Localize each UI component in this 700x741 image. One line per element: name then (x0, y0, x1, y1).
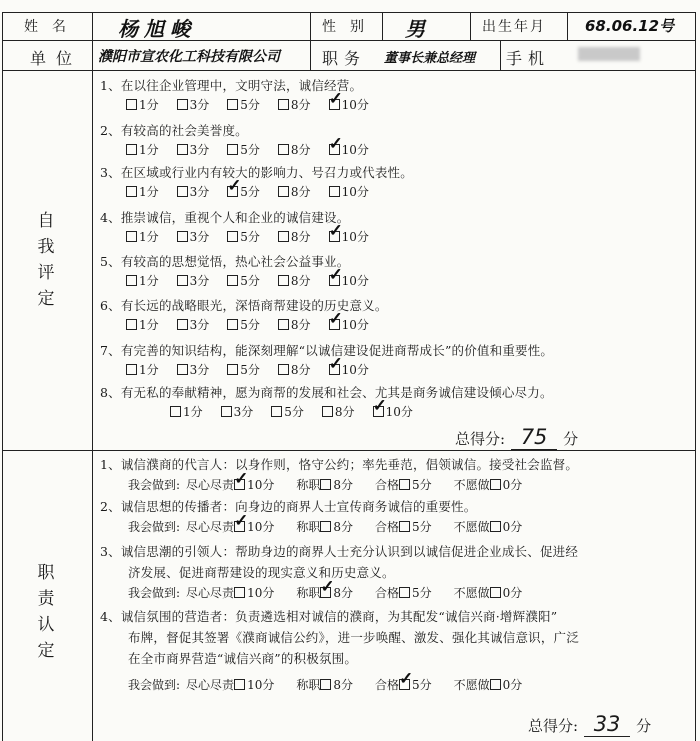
score-option[interactable] (278, 272, 311, 289)
score-option-label: 8分 (290, 98, 311, 112)
score-option-label: 5分 (240, 363, 260, 377)
duty-option[interactable] (454, 518, 523, 535)
checkbox[interactable] (234, 679, 245, 690)
self-eval-total-value: 75 (511, 425, 557, 450)
frame-top (2, 12, 696, 13)
duty-eval-label-char: 定 (37, 641, 55, 661)
checkbox[interactable] (227, 319, 238, 330)
score-option[interactable] (329, 96, 369, 113)
header-col-d (567, 12, 568, 40)
duty-option-label: 称职 (296, 478, 321, 492)
duty-option-score: 8分 (333, 586, 353, 600)
score-option-label: 5分 (240, 143, 260, 157)
score-option-label: 1分 (139, 363, 159, 377)
duty-option-score: 10分 (247, 520, 275, 534)
self-eval-label-char: 评 (37, 263, 55, 283)
duty-option-score: 10分 (247, 586, 275, 600)
self-eval-options (170, 403, 431, 420)
gender-label: 性别 (322, 19, 378, 35)
birth-value: 68.06.12号 (585, 17, 675, 35)
score-option-label: 1分 (139, 318, 159, 332)
checkbox[interactable] (278, 186, 289, 197)
checkbox[interactable] (170, 406, 181, 417)
header-col-e (500, 40, 501, 70)
score-option-label: 10分 (385, 405, 413, 419)
duty-option-score: 5分 (412, 520, 432, 534)
duty-option[interactable] (296, 476, 353, 493)
self-eval-total (455, 425, 578, 450)
self-eval-options (126, 272, 387, 289)
duty-option-score: 8分 (333, 520, 353, 534)
checkbox[interactable] (177, 99, 188, 110)
self-eval-label-char: 我 (37, 237, 55, 257)
duty-option[interactable] (296, 518, 353, 535)
score-option[interactable] (329, 361, 369, 378)
score-option[interactable] (177, 316, 210, 333)
score-option[interactable] (177, 183, 210, 200)
checkbox[interactable] (329, 186, 340, 197)
duty-eval-total-label: 总得分: (528, 717, 579, 735)
position-value: 董事长兼总经理 (384, 51, 476, 66)
checkbox[interactable] (126, 364, 137, 375)
header-col-a (310, 12, 311, 70)
score-option[interactable] (227, 96, 260, 113)
score-option[interactable] (126, 361, 159, 378)
unit-value: 濮阳市宣农化工科技有限公司 (98, 49, 280, 65)
score-option-label: 10分 (341, 363, 369, 377)
checkbox[interactable] (271, 406, 282, 417)
score-option[interactable] (271, 403, 304, 420)
frame-section-divider (2, 450, 696, 451)
score-option-label: 8分 (290, 230, 311, 244)
self-eval-options (126, 183, 387, 200)
score-option-label: 8分 (334, 405, 355, 419)
score-option[interactable] (329, 272, 369, 289)
score-option-label: 3分 (189, 185, 210, 199)
checkbox[interactable] (320, 679, 331, 690)
score-option-label: 1分 (139, 185, 159, 199)
score-option[interactable] (227, 141, 260, 158)
score-option[interactable] (227, 183, 260, 200)
self-eval-options (126, 316, 387, 333)
self-eval-options (126, 361, 387, 378)
score-option[interactable] (170, 403, 203, 420)
duty-option-label: 称职 (296, 586, 321, 600)
checked-checkbox[interactable] (234, 521, 245, 532)
score-option-label: 3分 (189, 143, 210, 157)
checkbox[interactable] (278, 319, 289, 330)
checked-checkbox[interactable] (234, 479, 245, 490)
duty-option-score: 8分 (333, 478, 353, 492)
checkbox[interactable] (126, 231, 137, 242)
checkbox[interactable] (227, 364, 238, 375)
duty-option[interactable] (186, 584, 274, 601)
duty-option[interactable] (186, 518, 274, 535)
frame-right (695, 12, 696, 741)
checked-checkbox[interactable] (227, 186, 238, 197)
score-option[interactable] (126, 141, 159, 158)
score-option[interactable] (177, 228, 210, 245)
score-option[interactable] (227, 316, 260, 333)
self-eval-item-text: 8、有无私的奉献精神，愿为商帮的发展和社会、尤其是商务诚信建设倾心尽力。 (100, 385, 553, 400)
duty-option-score: 10分 (247, 478, 275, 492)
duty-option-label: 不愿做 (453, 520, 490, 534)
duty-option-score: 5分 (412, 678, 432, 692)
birth-label: 出生年月 (482, 19, 546, 35)
score-option-label: 5分 (240, 318, 260, 332)
name-value: 杨旭峻 (118, 17, 196, 41)
score-option-label: 8分 (290, 318, 311, 332)
self-eval-item-text: 3、在区域或行业内有较大的影响力、号召力或代表性。 (100, 165, 413, 180)
score-option[interactable] (329, 183, 369, 200)
score-option-label: 3分 (189, 363, 210, 377)
self-eval-total-label: 总得分: (455, 430, 506, 448)
duty-option-score: 0分 (502, 678, 523, 692)
duty-option[interactable] (296, 676, 353, 693)
checkbox[interactable] (322, 406, 333, 417)
checkbox[interactable] (490, 521, 501, 532)
self-eval-options (126, 141, 387, 158)
checked-checkbox[interactable] (329, 231, 340, 242)
score-option-label: 5分 (240, 185, 260, 199)
duty-eval-item-text: 3、诚信思潮的引领人：帮助身边的商界人士充分认识到以诚信促进企业成长、促进经 (100, 544, 579, 559)
checkbox[interactable] (320, 479, 331, 490)
position-label: 职务 (322, 49, 367, 68)
name-label: 姓名 (24, 19, 80, 35)
duty-option-label: 尽心尽责 (186, 520, 235, 534)
self-eval-item-text: 7、有完善的知识结构，能深刻理解“以诚信建设促进商帮成长”的价值和重要性。 (100, 343, 554, 358)
redacted-phone-blur (578, 47, 640, 61)
duty-eval-prompt: 我会做到: (128, 586, 181, 600)
self-eval-item-text: 6、有长远的战略眼光，深悟商帮建设的历史意义。 (100, 298, 388, 313)
checked-checkbox[interactable] (329, 144, 340, 155)
self-eval-options (126, 228, 387, 245)
checked-checkbox[interactable] (329, 99, 340, 110)
score-option-label: 3分 (189, 230, 210, 244)
header-col-c (470, 12, 471, 40)
duty-eval-options (128, 518, 544, 535)
duty-eval-total-value: 33 (584, 712, 630, 737)
score-option[interactable] (177, 361, 210, 378)
duty-eval-options (128, 676, 544, 693)
score-option[interactable] (221, 403, 254, 420)
phone-label: 手机 (506, 49, 551, 68)
checked-checkbox[interactable] (399, 679, 410, 690)
checkbox[interactable] (278, 275, 289, 286)
score-option-label: 10分 (341, 143, 369, 157)
duty-eval-item-text: 4、诚信氛围的营造者：负责遴选相对诚信的濮商，为其配发“诚信兴商·增辉濮阳” (100, 609, 558, 624)
phone-value-redacted (578, 46, 640, 62)
duty-eval-options (128, 476, 544, 493)
self-eval-options (126, 96, 387, 113)
score-option[interactable] (126, 316, 159, 333)
checkbox[interactable] (490, 587, 501, 598)
checkbox[interactable] (126, 144, 137, 155)
score-option-label: 1分 (139, 98, 159, 112)
score-option[interactable] (278, 361, 311, 378)
score-option-label: 10分 (341, 185, 369, 199)
duty-option[interactable] (186, 676, 274, 693)
score-option[interactable] (177, 96, 210, 113)
self-eval-label-char: 定 (37, 289, 55, 309)
checkbox[interactable] (177, 144, 188, 155)
score-option[interactable] (373, 403, 413, 420)
score-option-label: 10分 (341, 318, 369, 332)
duty-option-label: 合格 (375, 478, 400, 492)
unit-label: 单位 (30, 49, 83, 68)
score-option-label: 3分 (189, 318, 210, 332)
self-eval-item-text: 4、推崇诚信，重视个人和企业的诚信建设。 (100, 210, 350, 225)
score-option-label: 1分 (139, 274, 159, 288)
checkbox[interactable] (221, 406, 232, 417)
score-option[interactable] (126, 272, 159, 289)
score-option[interactable] (278, 141, 311, 158)
score-option-label: 8分 (290, 185, 311, 199)
checked-checkbox[interactable] (320, 587, 331, 598)
duty-eval-prompt: 我会做到: (128, 678, 181, 692)
score-option[interactable] (126, 228, 159, 245)
score-option-label: 10分 (341, 98, 369, 112)
score-option-label: 5分 (284, 405, 304, 419)
duty-option-score: 0分 (502, 478, 523, 492)
duty-eval-item-text: 济发展、促进商帮建设的现实意义和历史意义。 (128, 565, 395, 580)
duty-option-score: 5分 (412, 478, 432, 492)
score-option[interactable] (278, 183, 311, 200)
checked-checkbox[interactable] (329, 364, 340, 375)
checked-checkbox[interactable] (329, 275, 340, 286)
frame-row1 (2, 40, 696, 41)
duty-eval-item-text: 在全市商界营造“诚信兴商”的积极氛围。 (128, 651, 358, 666)
score-option-label: 3分 (189, 98, 210, 112)
duty-eval-total (528, 712, 651, 737)
score-option[interactable] (126, 96, 159, 113)
self-eval-item-text: 1、在以往企业管理中，文明守法，诚信经营。 (100, 78, 363, 93)
score-option-label: 5分 (240, 230, 260, 244)
score-option[interactable] (329, 316, 369, 333)
duty-option-score: 5分 (412, 586, 432, 600)
checkbox[interactable] (278, 364, 289, 375)
checkbox[interactable] (234, 587, 245, 598)
score-option[interactable] (329, 228, 369, 245)
duty-option-label: 尽心尽责 (186, 586, 235, 600)
score-option[interactable] (278, 96, 311, 113)
duty-option-score: 0分 (502, 520, 523, 534)
duty-option[interactable] (454, 676, 523, 693)
self-eval-item-text: 2、有较高的社会美誉度。 (100, 123, 248, 138)
score-option[interactable] (227, 228, 260, 245)
checkbox[interactable] (177, 275, 188, 286)
self-eval-item-text: 5、有较高的思想觉悟，热心社会公益事业。 (100, 254, 350, 269)
duty-option-label: 合格 (375, 520, 400, 534)
checkbox[interactable] (177, 364, 188, 375)
checkbox[interactable] (399, 521, 410, 532)
checkbox[interactable] (227, 99, 238, 110)
checkbox[interactable] (126, 319, 137, 330)
duty-option-label: 尽心尽责 (186, 678, 235, 692)
duty-eval-total-unit: 分 (636, 717, 652, 735)
duty-eval-item-text: 1、诚信濮商的代言人：以身作则，恪守公约；率先垂范，倡领诚信。接受社会监督。 (100, 457, 579, 472)
checkbox[interactable] (177, 231, 188, 242)
checkbox[interactable] (490, 679, 501, 690)
checkbox[interactable] (278, 231, 289, 242)
label-col-divider (92, 12, 93, 741)
checkbox[interactable] (278, 99, 289, 110)
score-option-label: 5分 (240, 274, 260, 288)
checked-checkbox[interactable] (329, 319, 340, 330)
checkbox[interactable] (126, 186, 137, 197)
duty-option[interactable] (296, 584, 353, 601)
frame-row2 (2, 70, 696, 71)
duty-option-label: 不愿做 (453, 678, 490, 692)
checkbox[interactable] (320, 521, 331, 532)
duty-option[interactable] (454, 476, 523, 493)
duty-option-label: 称职 (296, 520, 321, 534)
checkbox[interactable] (278, 144, 289, 155)
duty-option-label: 称职 (296, 678, 321, 692)
header-col-b (382, 12, 383, 40)
score-option[interactable] (329, 141, 369, 158)
checkbox[interactable] (227, 231, 238, 242)
duty-option-label: 不愿做 (453, 478, 490, 492)
score-option-label: 1分 (139, 230, 159, 244)
duty-option[interactable] (375, 676, 432, 693)
score-option[interactable] (322, 403, 355, 420)
duty-option[interactable] (454, 584, 523, 601)
score-option[interactable] (227, 361, 260, 378)
checkbox[interactable] (399, 479, 410, 490)
gender-value: 男 (405, 17, 425, 41)
checkbox[interactable] (399, 587, 410, 598)
score-option-label: 3分 (189, 274, 210, 288)
score-option-label: 8分 (290, 143, 311, 157)
checked-checkbox[interactable] (373, 406, 384, 417)
score-option-label: 10分 (341, 274, 369, 288)
frame-left (2, 12, 3, 741)
duty-eval-prompt: 我会做到: (128, 520, 181, 534)
duty-eval-label-char: 责 (37, 589, 55, 609)
duty-option-score: 10分 (247, 678, 275, 692)
duty-eval-item-text: 布牌，督促其签署《濮商诚信公约》，进一步唤醒、激发、强化其诚信意识，广泛 (128, 630, 579, 645)
checkbox[interactable] (227, 275, 238, 286)
duty-eval-label-char: 认 (37, 615, 55, 635)
duty-option-label: 合格 (375, 678, 400, 692)
duty-option-label: 尽心尽责 (186, 478, 235, 492)
score-option-label: 5分 (240, 98, 260, 112)
duty-option-label: 不愿做 (453, 586, 490, 600)
score-option[interactable] (227, 272, 260, 289)
duty-eval-section-label (36, 560, 56, 664)
score-option[interactable] (278, 228, 311, 245)
score-option-label: 8分 (290, 274, 311, 288)
score-option-label: 8分 (290, 363, 311, 377)
checkbox[interactable] (177, 319, 188, 330)
self-eval-label-char: 自 (37, 211, 55, 231)
score-option[interactable] (278, 316, 311, 333)
self-eval-total-unit: 分 (563, 430, 579, 448)
duty-option[interactable] (375, 518, 432, 535)
duty-eval-options (128, 584, 544, 601)
score-option[interactable] (126, 183, 159, 200)
duty-eval-item-text: 2、诚信思想的传播者：向身边的商界人士宣传商务诚信的重要性。 (100, 499, 477, 514)
duty-option[interactable] (375, 584, 432, 601)
self-eval-section-label (36, 208, 56, 312)
duty-eval-label-char: 职 (37, 563, 55, 583)
score-option-label: 1分 (183, 405, 203, 419)
duty-option-label: 合格 (375, 586, 400, 600)
score-option-label: 1分 (139, 143, 159, 157)
score-option[interactable] (177, 272, 210, 289)
checkbox[interactable] (126, 275, 137, 286)
duty-option-score: 8分 (333, 678, 353, 692)
duty-option[interactable] (375, 476, 432, 493)
duty-option[interactable] (186, 476, 274, 493)
score-option-label: 3分 (233, 405, 254, 419)
duty-eval-prompt: 我会做到: (128, 478, 181, 492)
checkbox[interactable] (490, 479, 501, 490)
checkbox[interactable] (177, 186, 188, 197)
duty-option-score: 0分 (502, 586, 523, 600)
checkbox[interactable] (227, 144, 238, 155)
score-option-label: 10分 (341, 230, 369, 244)
score-option[interactable] (177, 141, 210, 158)
checkbox[interactable] (126, 99, 137, 110)
